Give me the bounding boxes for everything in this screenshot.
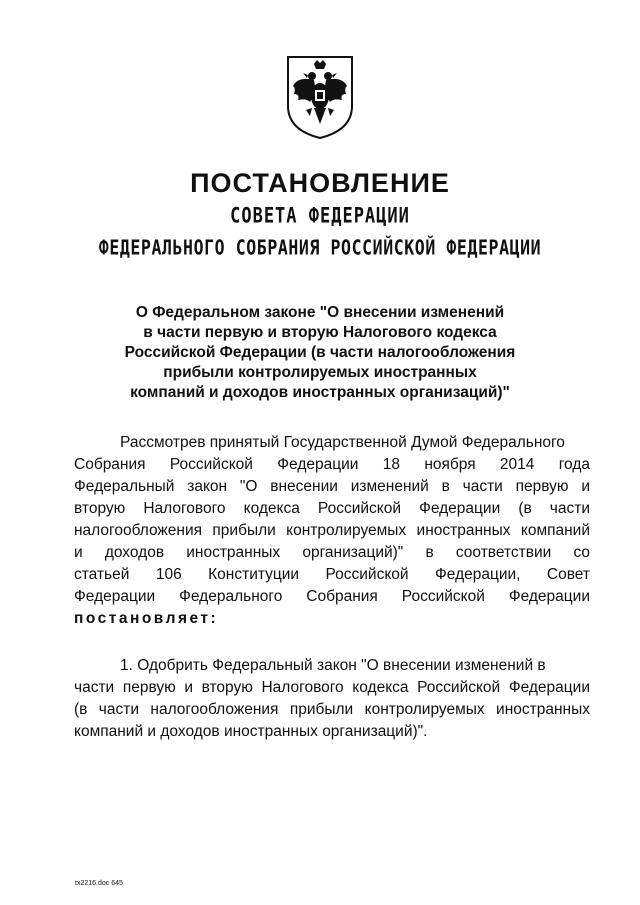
decision-word: постановляет: [74,610,219,627]
decision-item-1 [74,655,590,743]
paragraph-line: налогообложения прибыли контролируемых иностранных компаний [74,522,590,539]
heading-line: Российской Федерации (в части налогообложения [124,344,516,361]
preamble-paragraph [74,432,590,630]
paragraph-line: компаний и доходов иностранных организаций)". [74,723,428,740]
heading-line: в части первую и вторую Налогового кодекса [143,324,497,341]
paragraph-line: части первую и вторую Налогового кодекса Российской Федерации [74,679,590,696]
paragraph-line: вторую Налогового кодекса Российской Федерации (в части [74,500,590,517]
paragraph-line: статьей 106 Конституции Российской Федерации, Совет [74,566,590,583]
paragraph-line: Собрания Российской Федерации 18 ноября 2014 года [74,456,590,473]
document-title: ПОСТАНОВЛЕНИЕ [190,168,450,198]
file-reference: tx2216.doc 645 [75,880,123,887]
paragraph-line: Федерации Федерального Собрания Российской Федерации [74,588,590,605]
paragraph-line: Федеральный закон "О внесении изменений в части первую и [74,478,590,495]
heading-line: компаний и доходов иностранных организаций)" [130,384,510,401]
issuer-line-2: ФЕДЕРАЛЬНОГО СОБРАНИЯ РОССИЙСКОЙ ФЕДЕРАЦИИ [98,235,542,260]
document-heading [60,303,580,403]
issuer-line-1: СОВЕТА ФЕДЕРАЦИИ [230,203,410,229]
coat-of-arms-icon [284,54,356,140]
paragraph-line: Рассмотрев принятый Государственной Думой Федерального [120,434,565,451]
heading-line: О Федеральном законе "О внесении изменений [135,304,505,321]
paragraph-line: (в части налогообложения прибыли контролируемых иностранных [74,701,590,718]
heading-line: прибыли контролируемых иностранных [163,364,477,381]
paragraph-line: 1. Одобрить Федеральный закон "О внесении изменений в [120,657,546,674]
paragraph-line: и доходов иностранных организаций)" в соответствии со [74,544,590,561]
